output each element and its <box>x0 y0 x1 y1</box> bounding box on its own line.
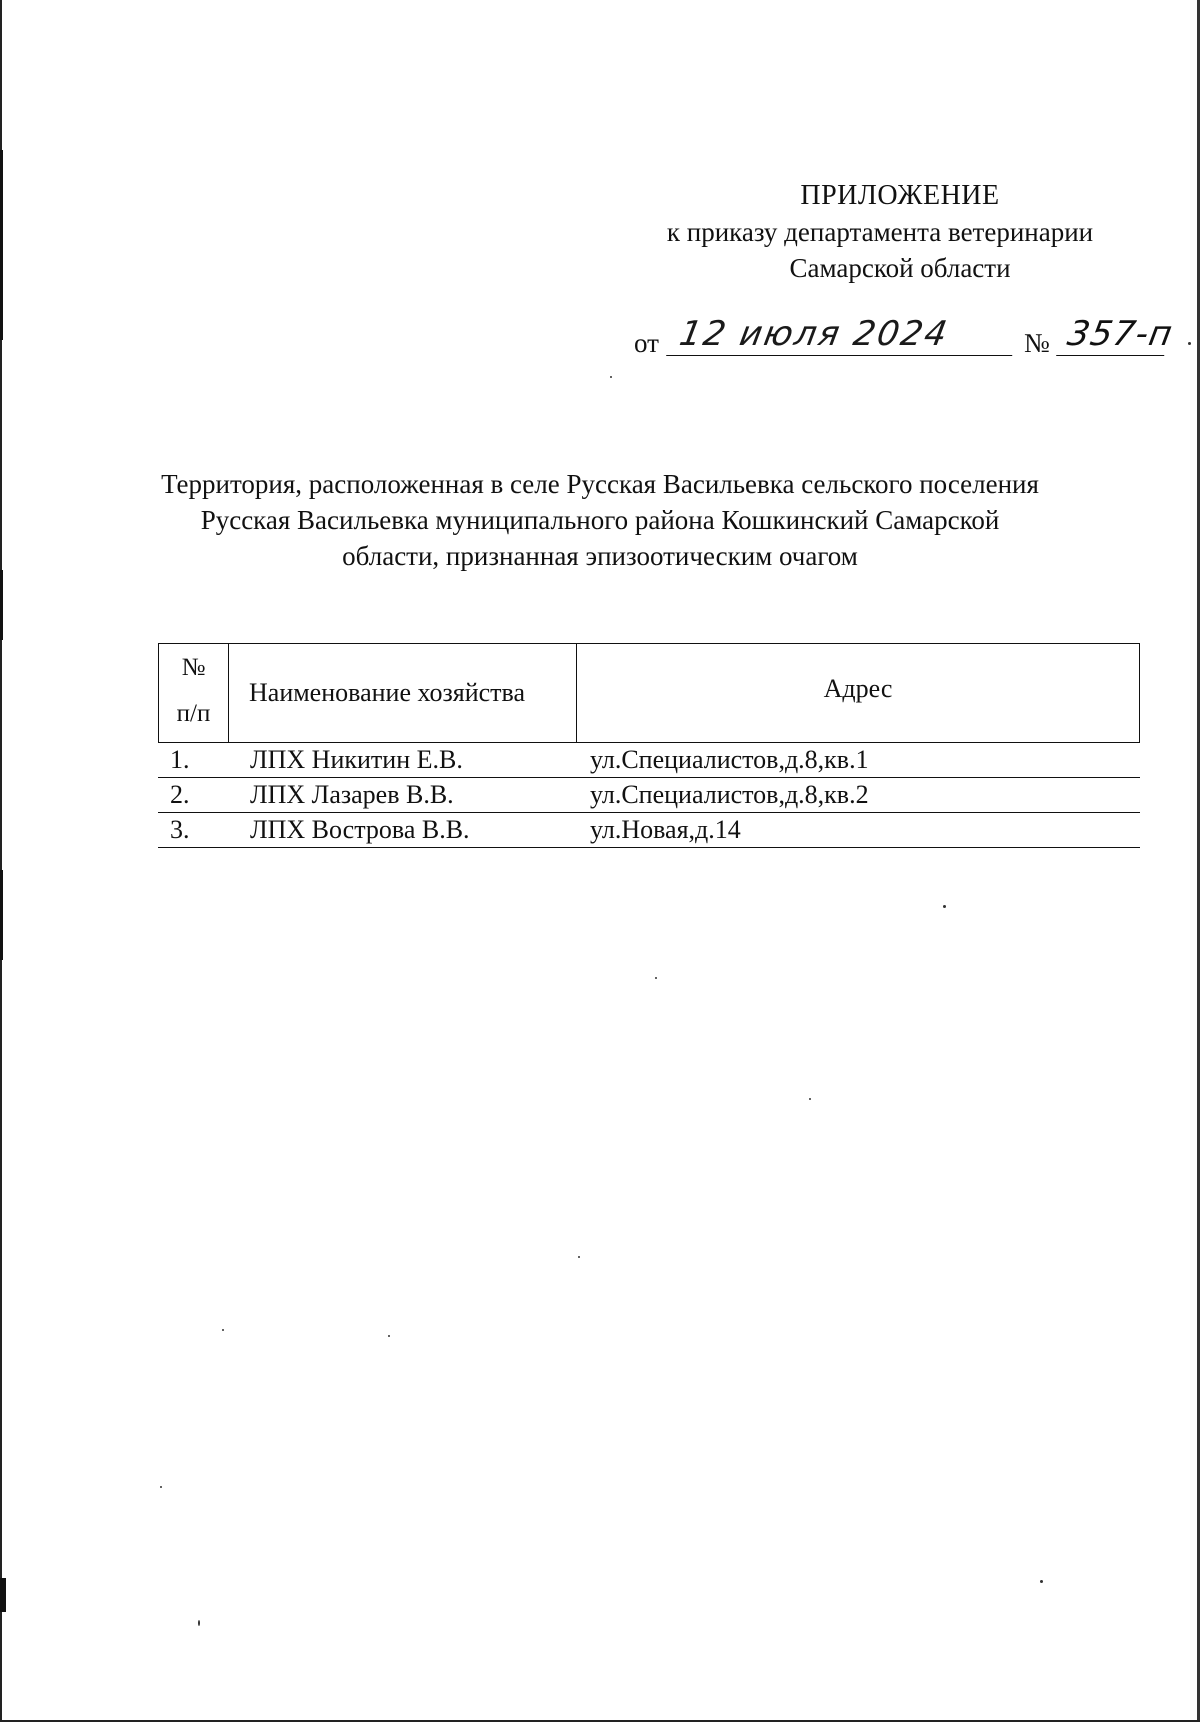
scan-speck <box>388 1335 390 1337</box>
scan-speck <box>198 1620 200 1626</box>
order-from-label: от <box>634 328 659 358</box>
row-number: 1. <box>170 745 190 774</box>
document-title-line3: области, признанная эпизоотическим очагом <box>342 541 858 571</box>
row-number: 2. <box>170 780 190 809</box>
scan-speck <box>578 1256 580 1258</box>
document-title <box>150 466 1050 574</box>
header-address: Адрес <box>823 674 893 703</box>
row-address: ул.Специалистов,д.8,кв.2 <box>590 780 869 809</box>
document-title-line1: Территория, расположенная в селе Русская Васильевка сельского поселения <box>161 469 1039 499</box>
order-date-handwritten: 12 июля 2024 <box>666 312 1020 356</box>
table-row <box>158 813 1140 848</box>
scan-speck <box>943 905 946 908</box>
header-farm-name: Наименование хозяйства <box>229 644 577 742</box>
scan-speck <box>610 376 612 378</box>
table-header <box>158 643 1140 743</box>
scan-edge-mark <box>0 1578 6 1612</box>
order-number-handwritten: 357-п <box>1056 312 1172 356</box>
scan-speck <box>1040 1580 1043 1583</box>
row-number: 3. <box>170 815 190 844</box>
header-number-pp: п/п <box>176 700 211 727</box>
row-address: ул.Новая,д.14 <box>590 815 741 844</box>
row-address: ул.Специалистов,д.8,кв.1 <box>590 745 869 774</box>
appendix-title: ПРИЛОЖЕНИЕ <box>800 180 1000 211</box>
appendix-header <box>630 178 1170 286</box>
appendix-subtitle-line2: Самарской области <box>789 253 1011 283</box>
scan-edge-mark <box>0 870 3 960</box>
scan-speck <box>655 977 657 979</box>
header-number-sign: № <box>181 654 206 681</box>
scan-speck <box>809 1098 811 1100</box>
header-number <box>159 644 229 742</box>
scan-speck <box>222 1329 224 1331</box>
row-farm-name: ЛПХ Вострова В.В. <box>250 815 470 844</box>
document-title-line2: Русская Васильевка муниципального района Кошкинский Самарской <box>200 505 1000 535</box>
farms-table <box>158 643 1140 848</box>
appendix-subtitle-line1: к приказу департамента ветеринарии <box>666 217 1094 247</box>
row-farm-name: ЛПХ Лазарев В.В. <box>250 780 454 809</box>
table-row <box>158 743 1140 778</box>
scan-edge-mark <box>0 150 3 340</box>
row-farm-name: ЛПХ Никитин Е.В. <box>250 745 463 774</box>
order-number-label: № <box>1024 328 1050 358</box>
scan-speck <box>160 1486 162 1488</box>
order-reference <box>630 316 1190 362</box>
scan-edge-mark <box>0 570 3 640</box>
scan-speck <box>1188 342 1191 345</box>
table-row <box>158 778 1140 813</box>
